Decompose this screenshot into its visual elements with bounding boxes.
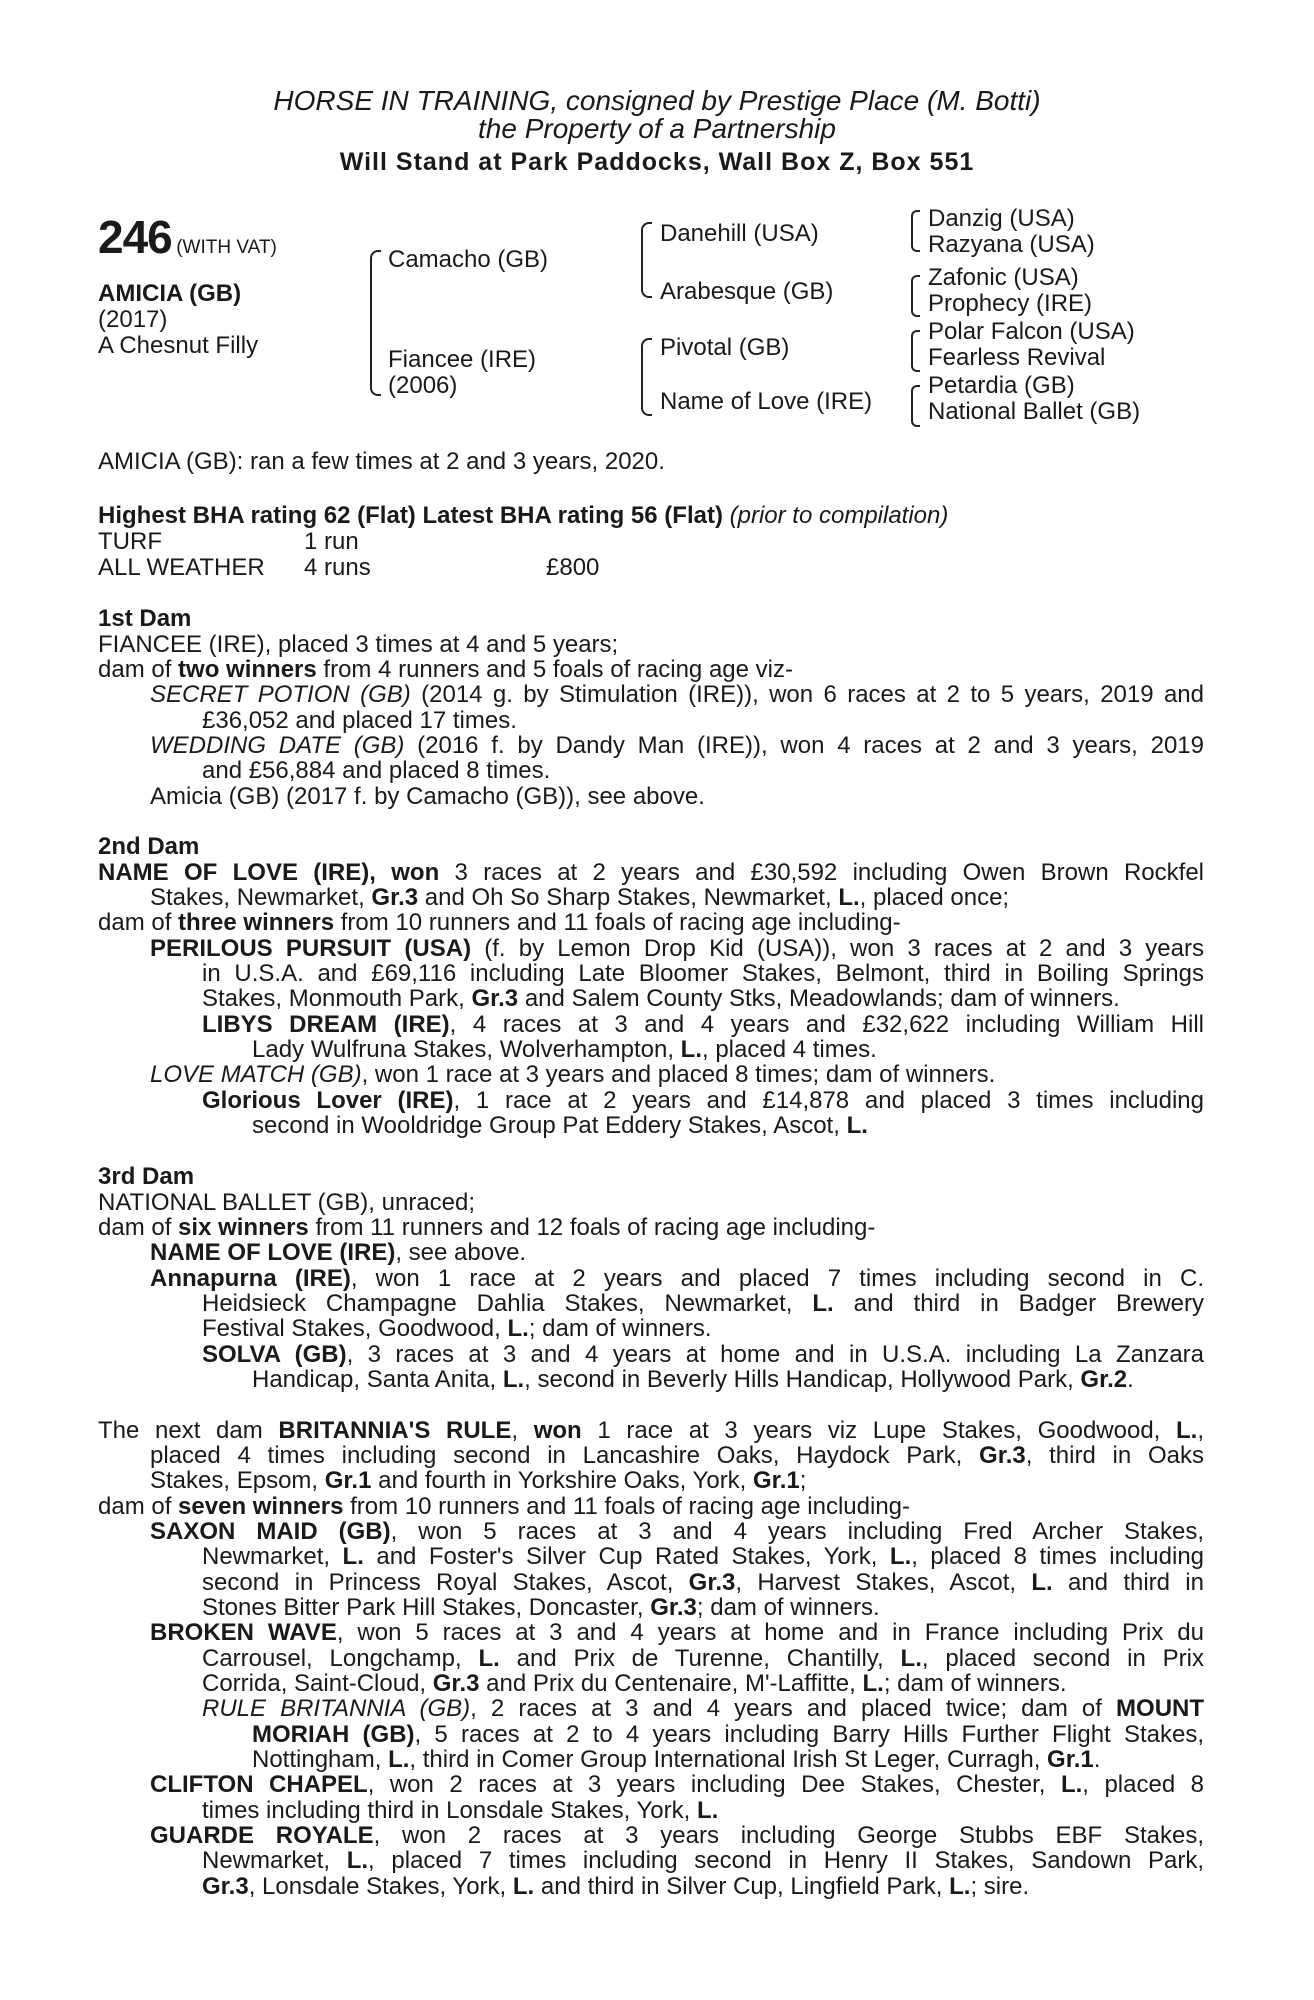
sd-line-11: second in Wooldridge Group Pat Eddery Stakes, Ascot, L. (252, 1112, 868, 1139)
sd-line-10: Glorious Lover (IRE), 1 race at 2 years and £14,878 and placed 3 times including (202, 1087, 1204, 1114)
nd-line-18: Newmarket, L., placed 7 times including second in Henry II Stakes, Sandown Park, (202, 1847, 1204, 1874)
sd-line-5: in U.S.A. and £69,116 including Late Bloomer Stakes, Belmont, third in Boiling Springs (202, 960, 1204, 987)
sd-line-3: dam of three winners from 10 runners and 11 foals of racing age including- (98, 909, 901, 936)
ratings-note: (prior to compilation) (729, 502, 949, 529)
bracket-1 (911, 210, 920, 252)
fd-line-7: Amicia (GB) (2017 f. by Camacho (GB)), see above. (150, 783, 705, 810)
second-dam-heading: 2nd Dam (98, 833, 200, 860)
fd-line-3: SECRET POTION (GB) (2014 g. by Stimulation (IRE)), won 6 races at 2 to 5 years, 2019 and (150, 681, 1205, 708)
aw-prize: £800 (546, 554, 600, 581)
dam-name: Fiancee (IRE) (388, 346, 537, 373)
ratings-text: Highest BHA rating 62 (Flat) Latest BHA rating 56 (Flat) (98, 502, 723, 529)
nd-line-17: GUARDE ROYALE, won 2 races at 3 years including George Stubbs EBF Stakes, (150, 1822, 1204, 1849)
fd-line-1: FIANCEE (IRE), placed 3 times at 4 and 5 years; (98, 631, 619, 658)
nd-line-8: Stones Bitter Park Hill Stakes, Doncaster, Gr.3; dam of winners. (202, 1594, 880, 1621)
dam-parents-bracket (641, 338, 652, 416)
nd-line-2: placed 4 times including second in Lancashire Oaks, Haydock Park, Gr.3, third in Oaks (150, 1442, 1204, 1469)
nd-line-12: RULE BRITANNIA (GB), 2 races at 3 and 4 years and placed twice; dam of MOUNT (202, 1695, 1205, 1722)
bracket-3 (911, 330, 920, 372)
pedigree-g3-2: Razyana (USA) (928, 231, 1095, 258)
td-line-6: Festival Stakes, Goodwood, L.; dam of winners. (202, 1315, 712, 1342)
turf-runs: 1 run (304, 528, 359, 555)
td-line-8: Handicap, Santa Anita, L., second in Beverly Hills Handicap, Hollywood Park, Gr.2. (252, 1366, 1134, 1393)
pedigree-g3-3: Zafonic (USA) (928, 264, 1079, 291)
nd-line-7: second in Princess Royal Stakes, Ascot, Gr.3, Harvest Stakes, Ascot, L. and third in (202, 1569, 1204, 1596)
dam-sire: Pivotal (GB) (660, 334, 790, 361)
sd-line-9: LOVE MATCH (GB), won 1 race at 3 years and placed 8 times; dam of winners. (150, 1061, 996, 1088)
sire-sire: Danehill (USA) (660, 220, 819, 247)
fd-line-2: dam of two winners from 4 runners and 5 foals of racing age viz- (98, 656, 793, 683)
lot-number: 246 (98, 211, 172, 263)
td-line-1: NATIONAL BALLET (GB), unraced; (98, 1189, 476, 1216)
nd-line-19: Gr.3, Lonsdale Stakes, York, L. and third in Silver Cup, Lingfield Park, L.; sire. (202, 1873, 1030, 1900)
nd-line-10: Carrousel, Longchamp, L. and Prix de Turenne, Chantilly, L., placed second in Prix (202, 1645, 1204, 1672)
first-dam-heading: 1st Dam (98, 605, 192, 632)
nd-line-14: Nottingham, L., third in Comer Group International Irish St Leger, Curragh, Gr.1. (252, 1746, 1101, 1773)
nd-line-6: Newmarket, L. and Foster's Silver Cup Rated Stakes, York, L., placed 8 times including (202, 1543, 1205, 1570)
pedigree-g3-5: Polar Falcon (USA) (928, 318, 1135, 345)
td-line-5: Heidsieck Champagne Dahlia Stakes, Newmarket, L. and third in Badger Brewery (202, 1290, 1204, 1317)
ownership-line: the Property of a Partnership (478, 113, 836, 144)
nd-line-1: The next dam BRITANNIA'S RULE, won 1 race at 3 years viz Lupe Stakes, Goodwood, L., (98, 1417, 1205, 1444)
bracket-4 (911, 385, 920, 427)
aw-runs: 4 runs (304, 554, 371, 581)
sd-line-1: NAME OF LOVE (IRE), won 3 races at 2 years and £30,592 including Owen Brown Rockfel (98, 859, 1205, 886)
fd-line-4: £36,052 and placed 17 times. (202, 707, 517, 734)
catalogue-heading: HORSE IN TRAINING, consigned by Prestige Place (M. Botti) (273, 85, 1041, 116)
sire-parents-bracket (641, 222, 652, 298)
third-dam-heading: 3rd Dam (98, 1163, 195, 1190)
foaling-year: (2017) (98, 306, 168, 333)
td-line-7: SOLVA (GB), 3 races at 3 and 4 years at home and in U.S.A. including La Zanzara (202, 1341, 1205, 1368)
pedigree-g3-1: Danzig (USA) (928, 205, 1075, 232)
nd-line-16: times including third in Lonsdale Stakes, York, L. (202, 1797, 719, 1824)
bracket-2 (911, 275, 920, 317)
horse-description: A Chesnut Filly (98, 332, 259, 359)
pedigree-g3-6: Fearless Revival (928, 344, 1106, 371)
nd-line-4: dam of seven winners from 10 runners and 11 foals of racing age including- (98, 1493, 911, 1520)
fd-line-6: and £56,884 and placed 8 times. (202, 757, 551, 784)
fd-line-5: WEDDING DATE (GB) (2016 f. by Dandy Man (IRE)), won 4 races at 2 and 3 years, 2019 (150, 732, 1204, 759)
aw-label: ALL WEATHER (98, 554, 265, 581)
nd-line-9: BROKEN WAVE, won 5 races at 3 and 4 years at home and in France including Prix du (150, 1619, 1204, 1646)
pedigree-g3-4: Prophecy (IRE) (928, 290, 1093, 317)
sd-line-2: Stakes, Newmarket, Gr.3 and Oh So Sharp Stakes, Newmarket, L., placed once; (150, 884, 1010, 911)
stabling-line: Will Stand at Park Paddocks, Wall Box Z, Box 551 (339, 148, 975, 176)
vat-note: (WITH VAT) (176, 237, 277, 258)
td-line-4: Annapurna (IRE), won 1 race at 2 years and placed 7 times including second in C. (150, 1265, 1205, 1292)
nd-line-13: MORIAH (GB), 5 races at 2 to 4 years including Barry Hills Further Flight Stakes, (252, 1721, 1204, 1748)
pedigree-g3-7: Petardia (GB) (928, 372, 1075, 399)
dam-dam: Name of Love (IRE) (660, 388, 873, 415)
pedigree-g3-8: National Ballet (GB) (928, 398, 1141, 425)
dam-year: (2006) (388, 372, 458, 399)
td-line-2: dam of six winners from 11 runners and 12 foals of racing age including- (98, 1214, 876, 1241)
bha-ratings (98, 503, 948, 528)
sire-name: Camacho (GB) (388, 246, 549, 273)
sire-dam-bracket (370, 250, 381, 396)
sd-line-7: LIBYS DREAM (IRE), 4 races at 3 and 4 years and £32,622 including William Hill (202, 1011, 1205, 1038)
sd-line-4: PERILOUS PURSUIT (USA) (f. by Lemon Drop Kid (USA)), won 3 races at 2 and 3 years (150, 935, 1204, 962)
nd-line-5: SAXON MAID (GB), won 5 races at 3 and 4 years including Fred Archer Stakes, (150, 1518, 1205, 1545)
nd-line-15: CLIFTON CHAPEL, won 2 races at 3 years including Dee Stakes, Chester, L., placed 8 (150, 1771, 1204, 1798)
race-summary: AMICIA (GB): ran a few times at 2 and 3 years, 2020. (98, 448, 665, 475)
td-line-3: NAME OF LOVE (IRE), see above. (150, 1239, 527, 1266)
sire-dam: Arabesque (GB) (660, 278, 834, 305)
nd-line-3: Stakes, Epsom, Gr.1 and fourth in Yorkshire Oaks, York, Gr.1; (150, 1467, 807, 1494)
nd-line-11: Corrida, Saint-Cloud, Gr.3 and Prix du Centenaire, M'-Laffitte, L.; dam of winners. (202, 1670, 1067, 1697)
lot-number-block (98, 210, 277, 264)
sd-line-8: Lady Wulfruna Stakes, Wolverhampton, L., placed 4 times. (252, 1036, 877, 1063)
turf-label: TURF (98, 528, 162, 555)
sd-line-6: Stakes, Monmouth Park, Gr.3 and Salem County Stks, Meadowlands; dam of winners. (202, 985, 1120, 1012)
horse-name: AMICIA (GB) (98, 280, 242, 307)
